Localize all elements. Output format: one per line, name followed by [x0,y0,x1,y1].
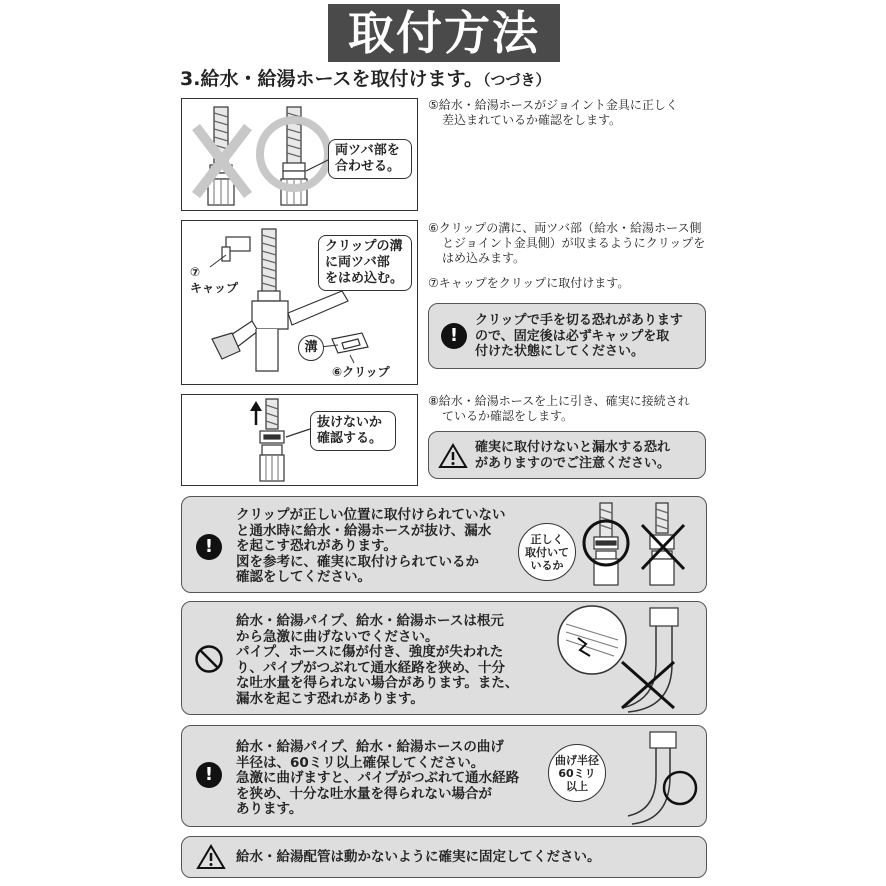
notice-4-illustration [552,604,702,714]
notice-line: パイプ、ホースに傷が付き、強度が失われた [236,644,504,660]
callout-line: に両ツバ部 [325,255,390,270]
step-6-text [428,221,708,266]
notice-leak-caution [428,431,706,479]
notice-clip-position-text [236,508,526,586]
step-6-line: はめ込みます。 [442,251,526,265]
clip-part [332,333,368,353]
notice-line: 図を参考に、確実に取付けられているか [236,553,479,570]
notice-clip-cap-text [475,313,705,360]
notice-bend-root-text [236,614,556,707]
notice-line: 確実に取付けないと漏水する恐れ [475,440,671,455]
notice-bend-radius-text [236,740,556,818]
figure-1-hose-flanges [181,98,418,211]
notice-bend-radius [181,725,707,827]
step-7-text: ⑦キャップをクリップに取付けます。 [428,276,630,290]
notice-3-illustration [576,497,706,594]
notice-bend-root [181,601,707,715]
section-heading-sub: （つづき） [482,71,551,89]
notice-fix-piping-text: 給水・給湯配管は動かないように確実に固定してください。 [236,849,601,865]
notice-line: 給水・給湯パイプ、給水・給湯ホースは根元 [236,613,504,629]
notice-fix-piping [181,836,707,878]
up-arrow-head [250,401,262,411]
caution-triangle-icon [438,443,468,469]
notice-clip-cap [428,303,706,369]
figure-3-pull-check [181,394,418,486]
prohibited-icon [194,644,224,674]
figure-3-callout [310,411,396,451]
mandatory-icon: ! [441,323,467,349]
callout-line: 合わせる。 [335,159,401,174]
step-6-line: ⑥クリップの溝に、両ツバ部（給水・給湯ホース側 [428,221,702,235]
notice-line: 給水・給湯パイプ、給水・給湯ホースの曲げ [236,739,504,755]
notice-line: と通水時に給水・給湯ホースが抜け、漏水 [236,522,492,539]
callout-pointer [286,429,310,437]
notice-line: ので、固定後は必ずキャップを取 [475,328,670,344]
step-8-text [428,394,708,424]
notice-line: あります。 [236,801,303,817]
cap-label [190,265,238,296]
step-8-line: ⑧給水・給湯ホースを上に引き、確実に接続され [428,394,690,408]
notice-line: 急激に曲げますと、パイプがつぶれて通水経路 [236,770,520,786]
bubble-line: 60ミリ [558,767,596,780]
page-title: 取付方法 [328,4,560,62]
valve-body [212,291,348,371]
notice-line: り、パイプがつぶれて通水経路を狭め、十分 [236,659,506,676]
bent-pipe [622,608,678,712]
notice-line: クリップが正しい位置に取付けられていない [236,507,506,523]
callout-line: 抜けないか [317,415,383,430]
callout-line: 両ツバ部を [335,143,400,158]
step-6-line: とジョイント金具側）が収まるようにクリップを [442,236,706,250]
bubble-line: 正しく [530,533,564,546]
clip-label: ⑥クリップ [332,365,390,379]
notice-line: 付けた状態にしてください。 [475,344,645,359]
cap-text: キャップ [190,281,239,295]
notice-clip-position [181,496,707,593]
step-5-line: 差込まれているか確認をします。 [442,113,622,127]
bubble-line: 以上 [566,780,588,793]
x-mark-icon [622,662,674,708]
notice-leak-caution-text [475,440,705,471]
figure-1-callout [328,139,412,179]
clip-correct [594,503,618,585]
groove-text: 溝 [304,340,318,355]
notice-line: がありますのでご注意ください。 [475,455,671,471]
notice-line: から急激に曲げないでください。 [236,628,439,645]
check-bubble [518,523,576,581]
figure-2-callout [318,235,412,291]
figure-2-clip-installation [181,220,418,385]
bubble-line: 取付いて [525,546,569,559]
cap-part [222,237,250,261]
step-8-line: ているか確認をします。 [442,409,574,423]
notice-line: 漏水を起こす恐れがあります。 [236,690,424,707]
mandatory-icon: ! [196,534,222,560]
notice-line: 半径は、60ミリ以上確保してください。 [236,754,485,771]
caution-triangle-icon [196,844,226,870]
notice-line: を狭め、十分な吐水量を得られない場合が [236,785,492,802]
step-5-text [428,98,708,128]
clip-pointer [350,355,354,363]
groove-label [298,335,324,361]
notice-line: クリップで手を切る恐れがあります [475,313,683,328]
cap-number: ⑦ [190,265,201,279]
mandatory-icon: ! [196,762,222,788]
callout-line: をはめ込む。 [325,271,404,286]
bubble-line: 曲げ半径 [555,754,599,767]
hose-pulled [260,399,284,481]
bend-radius-bubble [548,744,606,802]
bubble-line: いるか [530,559,564,572]
callout-line: クリップの溝 [325,239,403,254]
notice-line: な吐水量を得られない場合があります。また、 [236,675,519,691]
section-heading-main: 3.給水・給湯ホースを取付けます。 [180,68,483,90]
notice-line: 確認をしてください。 [236,569,371,585]
notice-line: を起こす恐れがあります。 [236,538,397,554]
hose-part [258,229,280,301]
callout-line: 確認する。 [317,431,383,446]
section-heading [180,64,551,91]
step-5-line: ⑤給水・給湯ホースがジョイント金具に正しく [428,98,678,112]
notice-5-illustration [614,726,704,826]
